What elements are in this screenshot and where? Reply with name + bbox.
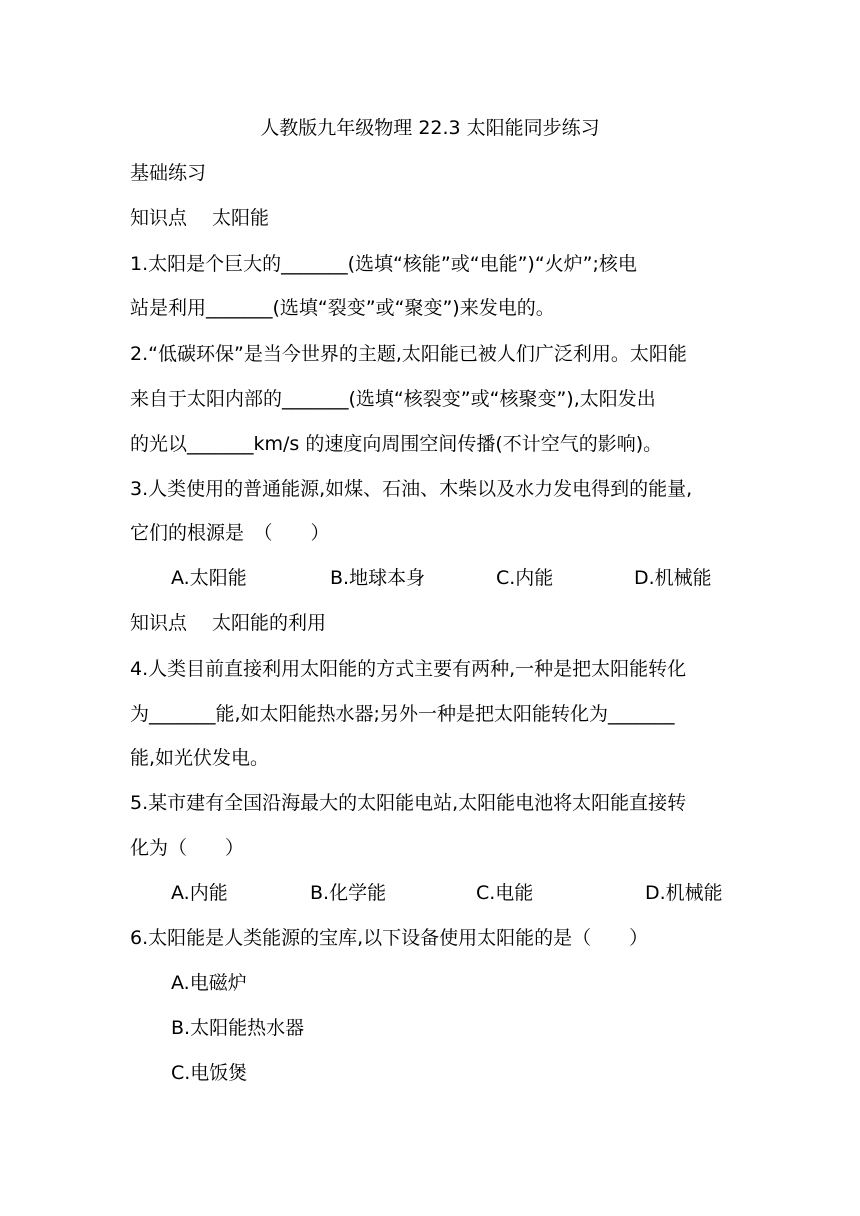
question-4-line: 能,如光伏发电。 [130, 747, 270, 769]
question-3-line: 3.人类使用的普通能源,如煤、石油、木柴以及水力发电得到的能量, [130, 478, 693, 500]
question-3-option: B.地球本身 [330, 567, 426, 589]
question-6-option: C.电饭煲 [171, 1062, 248, 1084]
question-4-line: 4.人类目前直接利用太阳能的方式主要有两种,一种是把太阳能转化 [130, 658, 687, 680]
question-6-option: B.太阳能热水器 [171, 1017, 305, 1039]
question-1-line: 1.太阳是个巨大的_______(选填“核能”或“电能”)“火炉”;核电 [130, 253, 637, 275]
question-3-option: A.太阳能 [171, 567, 247, 589]
question-3-line: 它们的根源是 （ ） [130, 522, 330, 544]
question-2-line: 来自于太阳内部的_______(选填“核裂变”或“核聚变”),太阳发出 [130, 388, 656, 410]
document-title: 人教版九年级物理 22.3 太阳能同步练习 [260, 117, 600, 139]
knowledge-point-heading: 知识点 太阳能 [130, 207, 270, 229]
section-heading: 基础练习 [130, 162, 207, 184]
question-3-option: D.机械能 [634, 567, 712, 589]
question-6-line: 6.太阳能是人类能源的宝库,以下设备使用太阳能的是（ ） [130, 927, 649, 949]
question-1-line: 站是利用_______(选填“裂变”或“聚变”)来发电的。 [130, 297, 555, 319]
question-2-line: 的光以_______km/s 的速度向周围空间传播(不计空气的影响)。 [130, 433, 663, 455]
question-5-option: C.电能 [476, 882, 534, 904]
question-5-option: D.机械能 [645, 882, 723, 904]
question-3-option: C.内能 [496, 567, 554, 589]
question-6-option: A.电磁炉 [171, 972, 247, 994]
question-4-line: 为_______能,如太阳能热水器;另外一种是把太阳能转化为_______ [130, 703, 675, 725]
question-5-line: 5.某市建有全国沿海最大的太阳能电站,太阳能电池将太阳能直接转 [130, 792, 687, 814]
question-5-line: 化为（ ） [130, 837, 245, 859]
knowledge-point-heading: 知识点 太阳能的利用 [130, 612, 327, 634]
question-5-option: B.化学能 [310, 882, 387, 904]
question-2-line: 2.“低碳环保”是当今世界的主题,太阳能已被人们广泛利用。太阳能 [130, 343, 687, 365]
question-5-option: A.内能 [171, 882, 228, 904]
